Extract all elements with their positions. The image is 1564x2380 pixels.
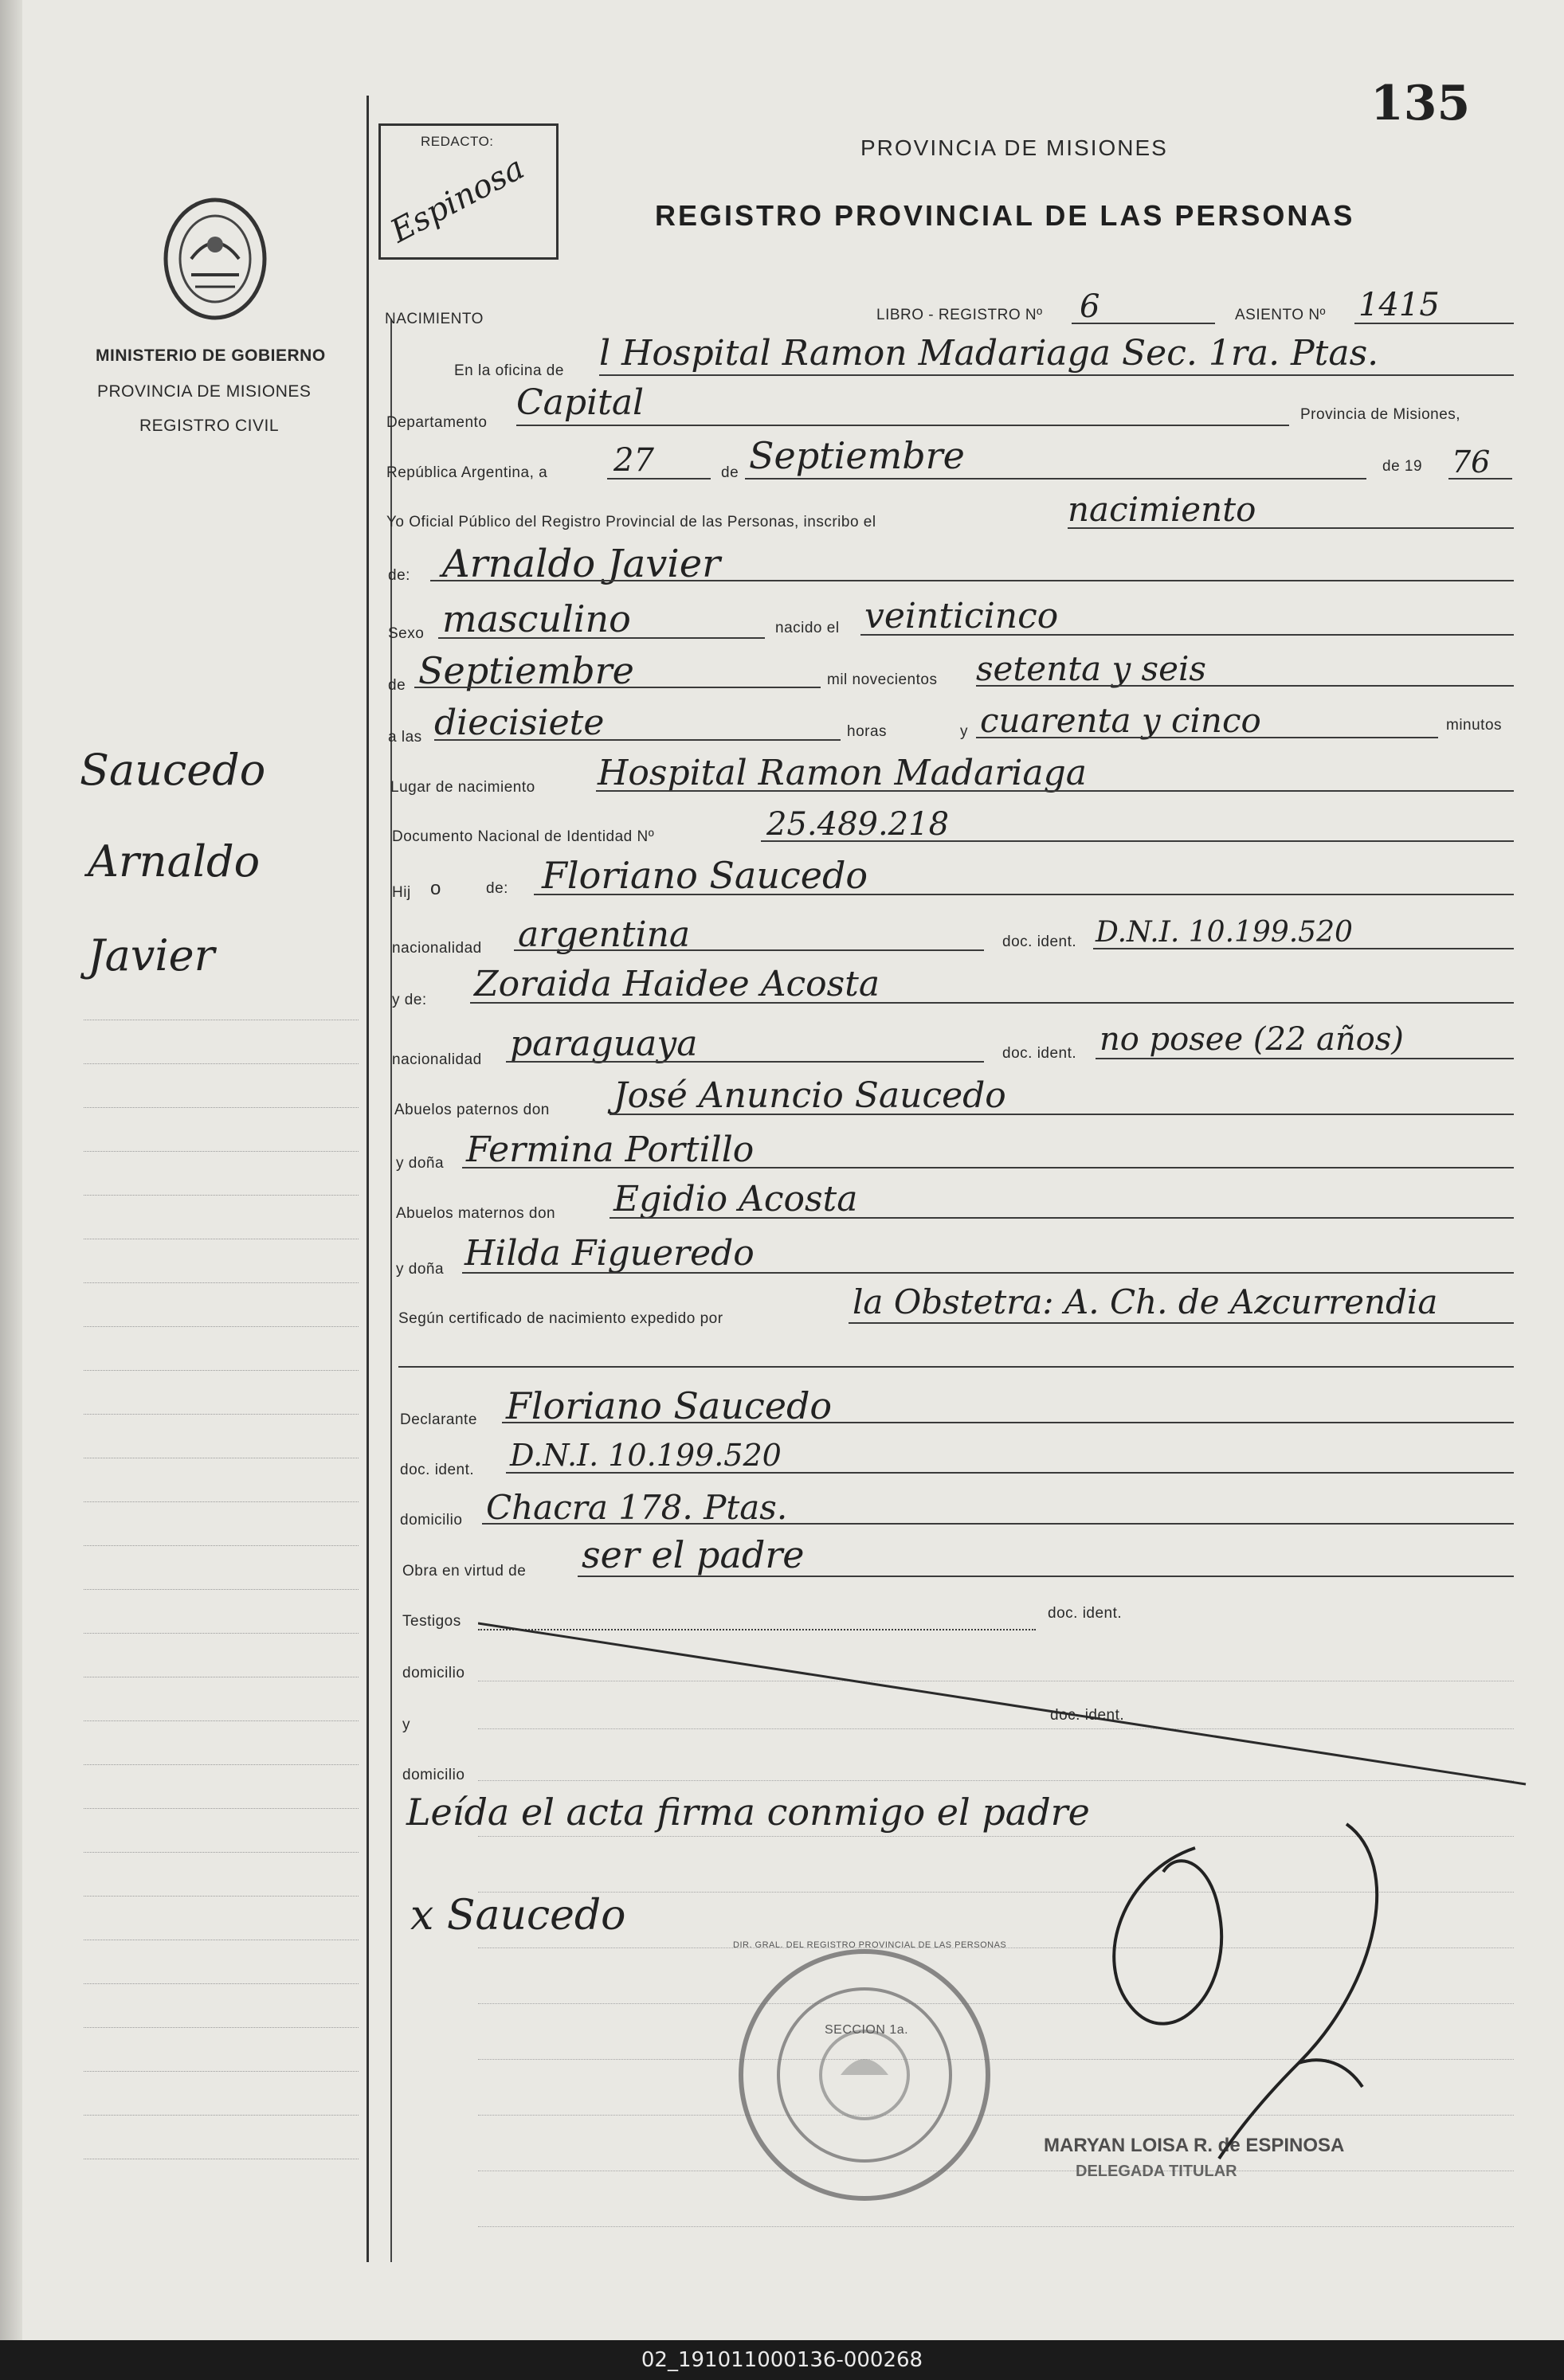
nacionalidad-madre-value: paraguaya xyxy=(510,1024,698,1064)
testigo-y-label: y xyxy=(402,1716,410,1733)
margin-surname: Saucedo xyxy=(80,745,266,795)
margin-first-name: Arnaldo xyxy=(88,836,261,887)
testigo-domicilio-label-1: domicilio xyxy=(402,1665,465,1681)
frame-left-line xyxy=(367,96,369,2262)
de-label: de xyxy=(721,464,739,481)
asiento-label: ASIENTO Nº xyxy=(1235,307,1326,323)
nacionalidad-madre-label: nacionalidad xyxy=(392,1051,482,1068)
binding-edge xyxy=(0,0,22,2340)
departamento-label: Departamento xyxy=(386,414,488,431)
province-heading: PROVINCIA DE MISIONES xyxy=(860,135,1168,160)
sexo-label: Sexo xyxy=(388,625,425,642)
page-number: 135 xyxy=(1370,76,1471,131)
declarante-value: Floriano Saucedo xyxy=(506,1384,833,1427)
stamp-ring-text: DIR. GRAL. DEL REGISTRO PROVINCIAL DE LAS PERSONAS xyxy=(733,1940,1007,1950)
a-las-label: a las xyxy=(388,729,422,746)
nacionalidad-padre-line xyxy=(514,949,984,951)
image-caption: 02_191011000136-000268 xyxy=(0,2340,1564,2380)
day-value: 27 xyxy=(613,442,654,479)
nacido-label: nacido el xyxy=(775,620,840,636)
dni-value: 25.489.218 xyxy=(766,806,950,843)
year-value: 76 xyxy=(1452,444,1491,480)
madre-line xyxy=(470,1002,1514,1004)
page-title: REGISTRO PROVINCIAL DE LAS PERSONAS xyxy=(655,199,1355,232)
day-line xyxy=(607,478,711,480)
libro-value: 6 xyxy=(1080,288,1100,325)
doc-padre-label: doc. ident. xyxy=(1002,934,1077,950)
provincia-label: Provincia de Misiones, xyxy=(1300,406,1461,423)
stamp-inner-text: SECCION 1a. xyxy=(825,2023,909,2037)
official-stamp-role: DELEGADA TITULAR xyxy=(1076,2163,1237,2180)
registrar-signature xyxy=(1060,1800,1474,2167)
nacimiento-label: NACIMIENTO xyxy=(385,311,484,327)
abuelos-paternos-label: Abuelos paternos don xyxy=(394,1102,550,1118)
obra-label: Obra en virtud de xyxy=(402,1563,527,1579)
de-nombre-label: de: xyxy=(388,567,410,584)
doc-padre-value: D.N.I. 10.199.520 xyxy=(1096,916,1353,949)
minutos-label: minutos xyxy=(1446,717,1503,734)
official-stamp-name: MARYAN LOISA R. de ESPINOSA xyxy=(1044,2135,1345,2156)
month-value: Septiembre xyxy=(749,434,965,477)
oficina-value: l Hospital Ramon Madariaga Sec. 1ra. Ptas. xyxy=(599,333,1379,374)
nacionalidad-madre-line xyxy=(506,1061,984,1063)
segun-line xyxy=(849,1322,1514,1324)
coat-of-arms-seal xyxy=(159,195,271,323)
margin-middle-name: Javier xyxy=(88,930,215,981)
oficial-label: Yo Oficial Público del Registro Provincial de las Personas, inscribo el xyxy=(386,514,876,530)
redacto-box xyxy=(378,123,559,260)
libro-label: LIBRO - REGISTRO Nº xyxy=(876,307,1043,323)
min-value: cuarenta y cinco xyxy=(980,701,1261,740)
y-label: y xyxy=(960,723,968,740)
de-mes-label: de xyxy=(388,677,406,694)
madre-value: Zoraida Haidee Acosta xyxy=(474,964,880,1004)
testigo-doc-label-2: doc. ident. xyxy=(1050,1707,1125,1724)
nacido-value: veinticinco xyxy=(864,596,1059,636)
y-dona-materna-label: y doña xyxy=(396,1261,445,1278)
redacto-label: REDACTO: xyxy=(421,134,494,149)
dni-label: Documento Nacional de Identidad Nº xyxy=(392,828,655,845)
leida-text: Leída el acta firma conmigo el padre xyxy=(406,1791,1090,1834)
registry-civil-label: REGISTRO CIVIL xyxy=(139,417,280,435)
sexo-value: masculino xyxy=(442,597,631,640)
mil-value: setenta y seis xyxy=(976,649,1206,688)
republica-label: República Argentina, a xyxy=(386,464,548,481)
abuelo-materno-value: Egidio Acosta xyxy=(613,1179,858,1219)
oficial-value: nacimiento xyxy=(1068,490,1256,529)
nacido-line xyxy=(860,634,1514,636)
declarante-label: Declarante xyxy=(400,1411,477,1428)
doc-madre-label: doc. ident. xyxy=(1002,1045,1077,1062)
abuelo-paterno-line xyxy=(610,1114,1514,1115)
obra-line xyxy=(578,1576,1514,1577)
departamento-value: Capital xyxy=(516,382,645,423)
hijo-label: Hij xyxy=(392,884,411,901)
mil-label: mil novecientos xyxy=(827,671,938,688)
obra-value: ser el padre xyxy=(582,1533,805,1576)
doc-declarante-label: doc. ident. xyxy=(400,1462,475,1478)
abuelo-materno-line xyxy=(610,1217,1514,1219)
domicilio-value: Chacra 178. Ptas. xyxy=(486,1488,788,1527)
segun-line-2 xyxy=(398,1366,1514,1368)
sexo-line xyxy=(438,637,765,639)
nacionalidad-padre-value: argentina xyxy=(518,914,691,955)
redacto-signature: Espinosa xyxy=(384,149,531,251)
hora-value: diecisiete xyxy=(434,703,605,743)
min-line xyxy=(976,737,1438,738)
year-line xyxy=(1448,478,1512,480)
padre-line xyxy=(534,894,1514,895)
y-de-label: y de: xyxy=(392,992,427,1008)
testigo-doc-label-1: doc. ident. xyxy=(1048,1605,1123,1622)
lugar-label: Lugar de nacimiento xyxy=(390,779,535,796)
registry-seal-stamp xyxy=(733,1940,1007,2206)
abuelos-maternos-label: Abuelos maternos don xyxy=(396,1205,556,1222)
testigos-label: Testigos xyxy=(402,1613,461,1630)
testigos-strike-line xyxy=(478,1617,1530,1792)
domicilio-label: domicilio xyxy=(400,1512,463,1529)
asiento-line xyxy=(1354,323,1514,324)
oficina-line xyxy=(599,374,1514,376)
lugar-value: Hospital Ramon Madariaga xyxy=(598,753,1087,793)
ministry-label: MINISTERIO DE GOBIERNO xyxy=(96,346,326,365)
domicilio-line xyxy=(482,1523,1514,1525)
horas-label: horas xyxy=(847,723,888,740)
abuela-paterna-line xyxy=(462,1167,1514,1168)
doc-padre-line xyxy=(1093,948,1514,949)
abuela-materna-value: Hilda Figueredo xyxy=(464,1233,755,1274)
libro-line xyxy=(1072,323,1215,324)
dni-line xyxy=(761,840,1514,842)
mil-line xyxy=(976,685,1514,687)
hora-line xyxy=(434,739,841,741)
hijo-suffix: o xyxy=(430,878,441,899)
hijo-de-label: de: xyxy=(486,880,508,897)
oficina-label: En la oficina de xyxy=(454,362,564,379)
abuela-materna-line xyxy=(462,1272,1514,1274)
month-line xyxy=(745,478,1366,480)
segun-label: Según certificado de nacimiento expedido por xyxy=(398,1310,723,1327)
doc-declarante-value: D.N.I. 10.199.520 xyxy=(510,1438,782,1473)
abuelo-paterno-value: José Anuncio Saucedo xyxy=(613,1075,1006,1116)
mes-value: Septiembre xyxy=(418,649,634,692)
nombre-line xyxy=(430,580,1514,581)
year-label: de 19 xyxy=(1382,458,1423,475)
firma-declarante: x Saucedo xyxy=(410,1892,626,1940)
frame-inner-line xyxy=(390,319,392,2262)
doc-madre-value: no posee (22 años) xyxy=(1100,1021,1404,1058)
nombre-value: Arnaldo Javier xyxy=(442,542,721,586)
mes-line xyxy=(414,687,821,688)
lugar-line xyxy=(596,790,1514,792)
declarante-line xyxy=(502,1422,1514,1423)
departamento-line xyxy=(516,425,1289,426)
segun-value: la Obstetra: A. Ch. de Azcurrendia xyxy=(853,1282,1438,1321)
nacionalidad-padre-label: nacionalidad xyxy=(392,940,482,957)
doc-declarante-line xyxy=(506,1472,1514,1474)
y-dona-paterna-label: y doña xyxy=(396,1155,445,1172)
testigo-domicilio-label-2: domicilio xyxy=(402,1767,465,1783)
asiento-value: 1415 xyxy=(1358,287,1440,323)
left-province-label: PROVINCIA DE MISIONES xyxy=(97,382,312,401)
oficial-line xyxy=(1068,527,1514,529)
abuela-paterna-value: Fermina Portillo xyxy=(466,1129,755,1170)
doc-madre-line xyxy=(1096,1058,1514,1059)
padre-value: Floriano Saucedo xyxy=(542,854,868,897)
